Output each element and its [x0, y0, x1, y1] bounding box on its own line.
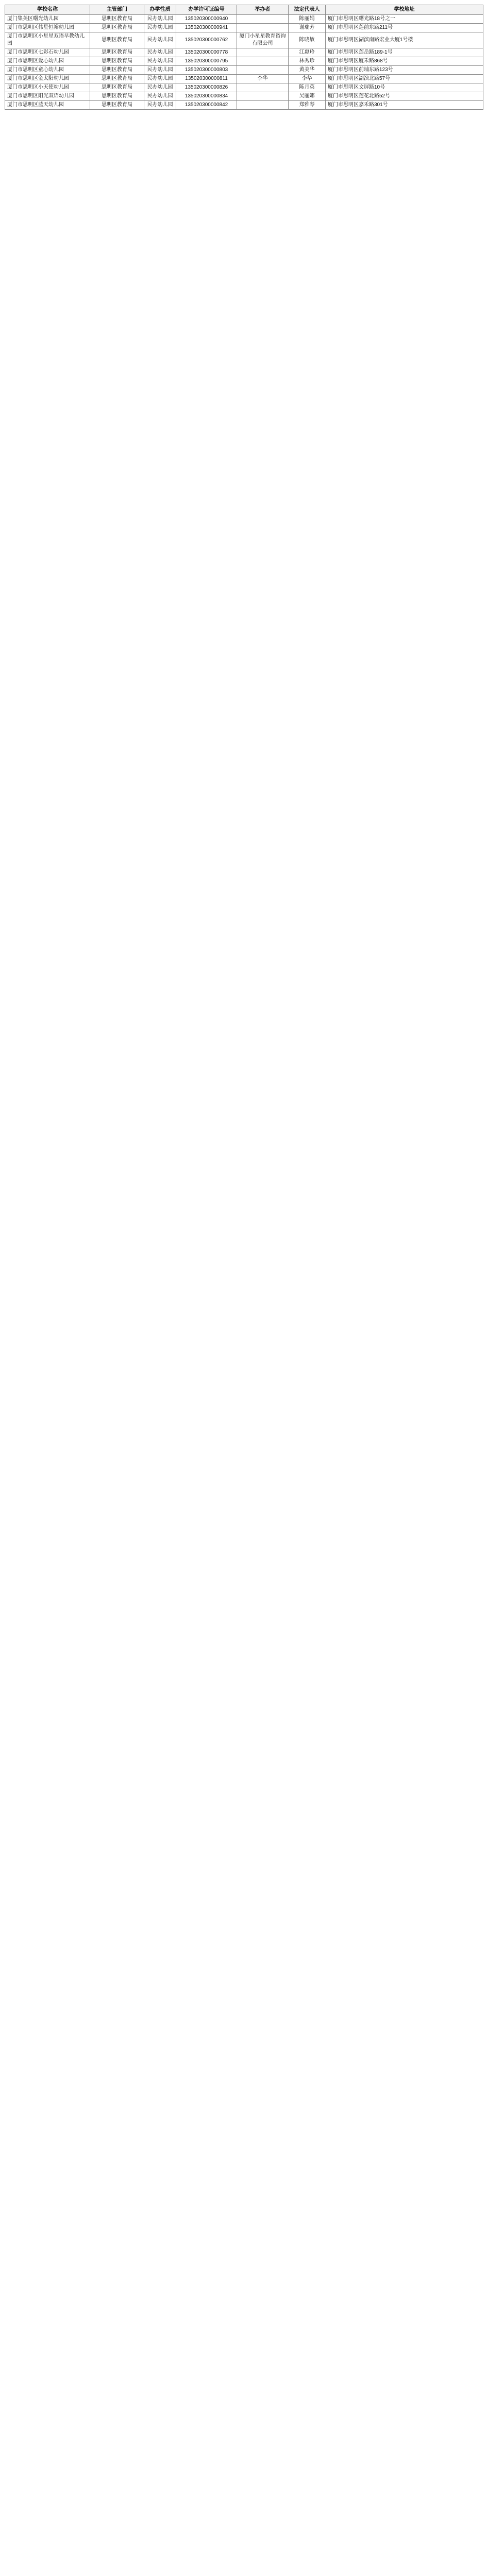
school-name-cell: 厦门市思明区七彩石幼儿园: [5, 48, 90, 57]
license-cell: 135020300000940: [176, 15, 237, 24]
table-row: [5, 48, 483, 57]
table-row: [5, 32, 483, 48]
address-cell: 厦门市思明区前埔东路123号: [326, 66, 483, 75]
sponsor-cell: [237, 48, 289, 57]
table-header: [5, 5, 483, 15]
table-row: [5, 75, 483, 83]
sponsor-cell: [237, 101, 289, 110]
license-cell: 135020300000811: [176, 75, 237, 83]
column-header: 主管部门: [90, 5, 144, 15]
school-name-cell: 厦门市思明区伟星恒裕幼儿园: [5, 24, 90, 32]
table-row: [5, 101, 483, 110]
representative-cell: 郑雅琴: [289, 101, 326, 110]
sponsor-cell: [237, 83, 289, 92]
nature-cell: 民办幼儿园: [144, 66, 176, 75]
nature-cell: 民办幼儿园: [144, 101, 176, 110]
license-cell: 135020300000803: [176, 66, 237, 75]
column-header: 学校名称: [5, 5, 90, 15]
column-header: 办学许可证编号: [176, 5, 237, 15]
table-row: [5, 83, 483, 92]
representative-cell: 林秀珍: [289, 57, 326, 66]
license-cell: 135020300000834: [176, 92, 237, 101]
license-cell: 135020300000842: [176, 101, 237, 110]
department-cell: 思明区教育局: [90, 15, 144, 24]
representative-cell: 谢瑞芳: [289, 24, 326, 32]
representative-cell: 李华: [289, 75, 326, 83]
department-cell: 思明区教育局: [90, 66, 144, 75]
nature-cell: 民办幼儿园: [144, 92, 176, 101]
nature-cell: 民办幼儿园: [144, 24, 176, 32]
column-header: 法定代表人: [289, 5, 326, 15]
representative-cell: 江惠玲: [289, 48, 326, 57]
address-cell: 厦门市思明区厦禾路868号: [326, 57, 483, 66]
table-row: [5, 24, 483, 32]
address-cell: 厦门市思明区湖滨南路宏业大厦1号楼: [326, 32, 483, 48]
sponsor-cell: [237, 24, 289, 32]
department-cell: 思明区教育局: [90, 75, 144, 83]
address-cell: 厦门市思明区莲花北路52号: [326, 92, 483, 101]
school-list: [5, 5, 483, 110]
representative-cell: 陈月英: [289, 83, 326, 92]
license-cell: 135020300000826: [176, 83, 237, 92]
department-cell: 思明区教育局: [90, 101, 144, 110]
school-name-cell: 厦门市思明区爱心幼儿园: [5, 57, 90, 66]
license-cell: 135020300000795: [176, 57, 237, 66]
address-cell: 厦门市思明区文屏路10号: [326, 83, 483, 92]
column-header: 学校地址: [326, 5, 483, 15]
school-name-cell: 厦门市思明区童心幼儿园: [5, 66, 90, 75]
table-row: [5, 15, 483, 24]
representative-cell: 陈晓敏: [289, 32, 326, 48]
representative-cell: 黄美华: [289, 66, 326, 75]
school-name-cell: 厦门市思明区蓝天幼儿园: [5, 101, 90, 110]
department-cell: 思明区教育局: [90, 83, 144, 92]
address-cell: 厦门市思明区曙光路18号之一: [326, 15, 483, 24]
school-name-cell: 厦门市思明区小星星双语早教幼儿园: [5, 32, 90, 48]
school-name-cell: 厦门集美区曙光幼儿园: [5, 15, 90, 24]
school-name-cell: 厦门市思明区小天使幼儿园: [5, 83, 90, 92]
department-cell: 思明区教育局: [90, 92, 144, 101]
nature-cell: 民办幼儿园: [144, 32, 176, 48]
header-row: [5, 5, 483, 15]
department-cell: 思明区教育局: [90, 57, 144, 66]
department-cell: 思明区教育局: [90, 48, 144, 57]
address-cell: 厦门市思明区嘉禾路301号: [326, 101, 483, 110]
table-row: [5, 92, 483, 101]
school-name-cell: 厦门市思明区金太阳幼儿园: [5, 75, 90, 83]
table-body: [5, 15, 483, 110]
address-cell: 厦门市思明区莲前东路211号: [326, 24, 483, 32]
sponsor-cell: 李华: [237, 75, 289, 83]
address-cell: 厦门市思明区莲岳路189-1号: [326, 48, 483, 57]
school-name-cell: 厦门市思明区阳光双语幼儿园: [5, 92, 90, 101]
table-row: [5, 66, 483, 75]
nature-cell: 民办幼儿园: [144, 75, 176, 83]
sponsor-cell: [237, 15, 289, 24]
nature-cell: 民办幼儿园: [144, 57, 176, 66]
sponsor-cell: 厦门小星星教育咨询有限公司: [237, 32, 289, 48]
nature-cell: 民办幼儿园: [144, 83, 176, 92]
nature-cell: 民办幼儿园: [144, 48, 176, 57]
school-table: [5, 5, 483, 110]
sponsor-cell: [237, 66, 289, 75]
address-cell: 厦门市思明区湖滨北路57号: [326, 75, 483, 83]
license-cell: 135020300000762: [176, 32, 237, 48]
department-cell: 思明区教育局: [90, 32, 144, 48]
representative-cell: 陈丽娟: [289, 15, 326, 24]
sponsor-cell: [237, 57, 289, 66]
department-cell: 思明区教育局: [90, 24, 144, 32]
nature-cell: 民办幼儿园: [144, 15, 176, 24]
table-row: [5, 57, 483, 66]
license-cell: 135020300000778: [176, 48, 237, 57]
sponsor-cell: [237, 92, 289, 101]
representative-cell: 吴丽娜: [289, 92, 326, 101]
license-cell: 135020300000941: [176, 24, 237, 32]
column-header: 办学性质: [144, 5, 176, 15]
column-header: 举办者: [237, 5, 289, 15]
